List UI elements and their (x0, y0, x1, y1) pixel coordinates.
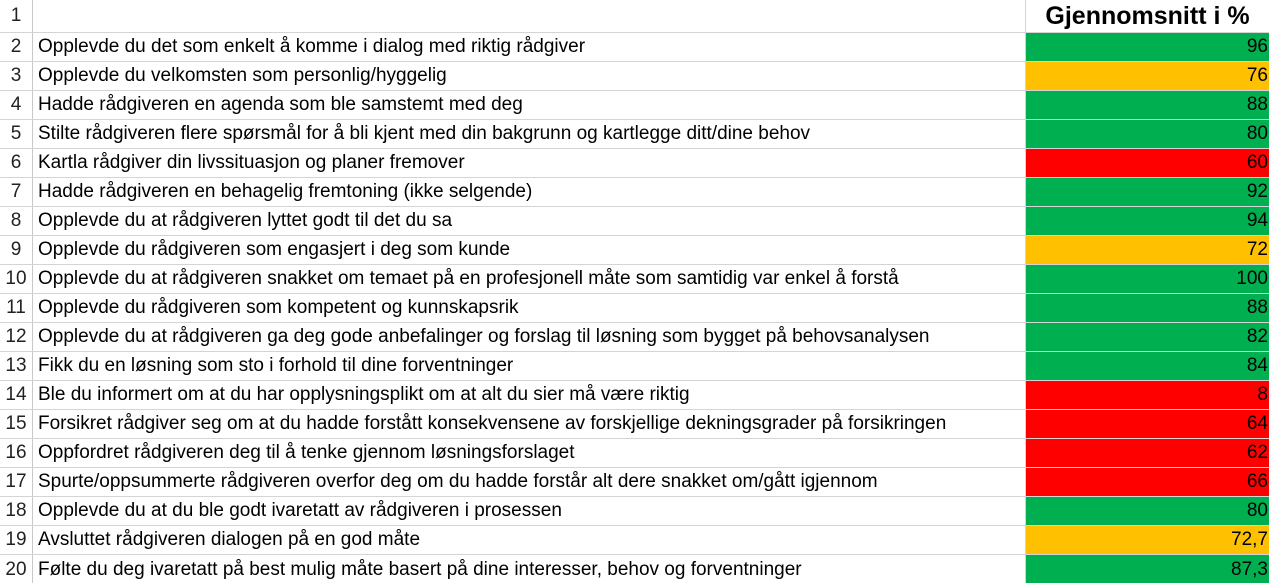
row-number[interactable]: 20 (0, 555, 33, 583)
score-cell[interactable]: 88 (1026, 91, 1269, 119)
score-cell[interactable]: 8 (1026, 381, 1269, 409)
table-row (0, 526, 1269, 555)
question-cell[interactable]: Forsikret rådgiver seg om at du hadde forstått konsekvensene av forskjellige dekningsgrader på forsikringen (33, 410, 1026, 438)
table-row (0, 207, 1269, 236)
question-cell[interactable]: Opplevde du at rådgiveren lyttet godt til det du sa (33, 207, 1026, 235)
score-cell[interactable]: 80 (1026, 120, 1269, 148)
score-cell[interactable]: 66 (1026, 468, 1269, 496)
table-row (0, 62, 1269, 91)
empty-cell[interactable] (33, 0, 1026, 32)
table-row (0, 468, 1269, 497)
row-number[interactable]: 16 (0, 439, 33, 467)
question-cell[interactable]: Opplevde du at rådgiveren ga deg gode anbefalinger og forslag til løsning som bygget på behovsanalysen (33, 323, 1026, 351)
question-cell[interactable]: Følte du deg ivaretatt på best mulig måte basert på dine interesser, behov og forventninger (33, 555, 1026, 583)
table-row (0, 555, 1269, 583)
column-title-cell[interactable]: Gjennomsnitt i % (1045, 1, 1250, 30)
score-cell[interactable]: 94 (1026, 207, 1269, 235)
row-number[interactable]: 15 (0, 410, 33, 438)
row-number[interactable]: 14 (0, 381, 33, 409)
score-cell[interactable]: 82 (1026, 323, 1269, 351)
score-cell[interactable]: 87,3 (1026, 555, 1269, 583)
question-cell[interactable]: Ble du informert om at du har opplysningsplikt om at alt du sier må være riktig (33, 381, 1026, 409)
question-cell[interactable]: Spurte/oppsummerte rådgiveren overfor deg om du hadde forstår alt dere snakket om/gått igjennom (33, 468, 1026, 496)
score-cell[interactable]: 84 (1026, 352, 1269, 380)
table-row (0, 120, 1269, 149)
row-number[interactable]: 9 (0, 236, 33, 264)
score-cell[interactable]: 96 (1026, 33, 1269, 61)
table-row (0, 236, 1269, 265)
table-row (0, 149, 1269, 178)
row-number[interactable]: 3 (0, 62, 33, 90)
row-number[interactable]: 11 (0, 294, 33, 322)
question-cell[interactable]: Oppfordret rådgiveren deg til å tenke gjennom løsningsforslaget (33, 439, 1026, 467)
table-row (0, 497, 1269, 526)
row-number[interactable]: 2 (0, 33, 33, 61)
score-cell[interactable]: 76 (1026, 62, 1269, 90)
data-rows (0, 33, 1269, 583)
row-number[interactable]: 1 (0, 0, 33, 32)
question-cell[interactable]: Opplevde du rådgiveren som kompetent og kunnskapsrik (33, 294, 1026, 322)
question-cell[interactable]: Stilte rådgiveren flere spørsmål for å bli kjent med din bakgrunn og kartlegge ditt/dine behov (33, 120, 1026, 148)
question-cell[interactable]: Opplevde du det som enkelt å komme i dialog med riktig rådgiver (33, 33, 1026, 61)
score-cell[interactable]: 100 (1026, 265, 1269, 293)
question-cell[interactable]: Opplevde du at rådgiveren snakket om temaet på en profesjonell måte som samtidig var enkel å forstå (33, 265, 1026, 293)
table-row (0, 323, 1269, 352)
question-cell[interactable]: Avsluttet rådgiveren dialogen på en god måte (33, 526, 1026, 554)
table-row (0, 352, 1269, 381)
header-row (0, 0, 1269, 33)
score-cell[interactable]: 88 (1026, 294, 1269, 322)
question-cell[interactable]: Fikk du en løsning som sto i forhold til dine forventninger (33, 352, 1026, 380)
score-cell[interactable]: 72,7 (1026, 526, 1269, 554)
table-row (0, 178, 1269, 207)
table-row (0, 410, 1269, 439)
score-cell[interactable]: 80 (1026, 497, 1269, 525)
table-row (0, 439, 1269, 468)
row-number[interactable]: 6 (0, 149, 33, 177)
score-cell[interactable]: 72 (1026, 236, 1269, 264)
question-cell[interactable]: Kartla rådgiver din livssituasjon og planer fremover (33, 149, 1026, 177)
question-cell[interactable]: Opplevde du velkomsten som personlig/hyggelig (33, 62, 1026, 90)
row-number[interactable]: 18 (0, 497, 33, 525)
table-row (0, 381, 1269, 410)
table-row (0, 33, 1269, 62)
row-number[interactable]: 8 (0, 207, 33, 235)
score-cell[interactable]: 64 (1026, 410, 1269, 438)
row-number[interactable]: 12 (0, 323, 33, 351)
row-number[interactable]: 4 (0, 91, 33, 119)
question-cell[interactable]: Opplevde du rådgiveren som engasjert i deg som kunde (33, 236, 1026, 264)
table-row (0, 91, 1269, 120)
table-row (0, 265, 1269, 294)
table-row (0, 294, 1269, 323)
score-cell[interactable]: 60 (1026, 149, 1269, 177)
row-number[interactable]: 7 (0, 178, 33, 206)
row-number[interactable]: 5 (0, 120, 33, 148)
row-number[interactable]: 17 (0, 468, 33, 496)
row-number[interactable]: 19 (0, 526, 33, 554)
question-cell[interactable]: Hadde rådgiveren en agenda som ble samstemt med deg (33, 91, 1026, 119)
score-cell[interactable]: 62 (1026, 439, 1269, 467)
question-cell[interactable]: Opplevde du at du ble godt ivaretatt av rådgiveren i prosessen (33, 497, 1026, 525)
question-cell[interactable]: Hadde rådgiveren en behagelig fremtoning (ikke selgende) (33, 178, 1026, 206)
row-number[interactable]: 10 (0, 265, 33, 293)
row-number[interactable]: 13 (0, 352, 33, 380)
score-cell[interactable]: 92 (1026, 178, 1269, 206)
